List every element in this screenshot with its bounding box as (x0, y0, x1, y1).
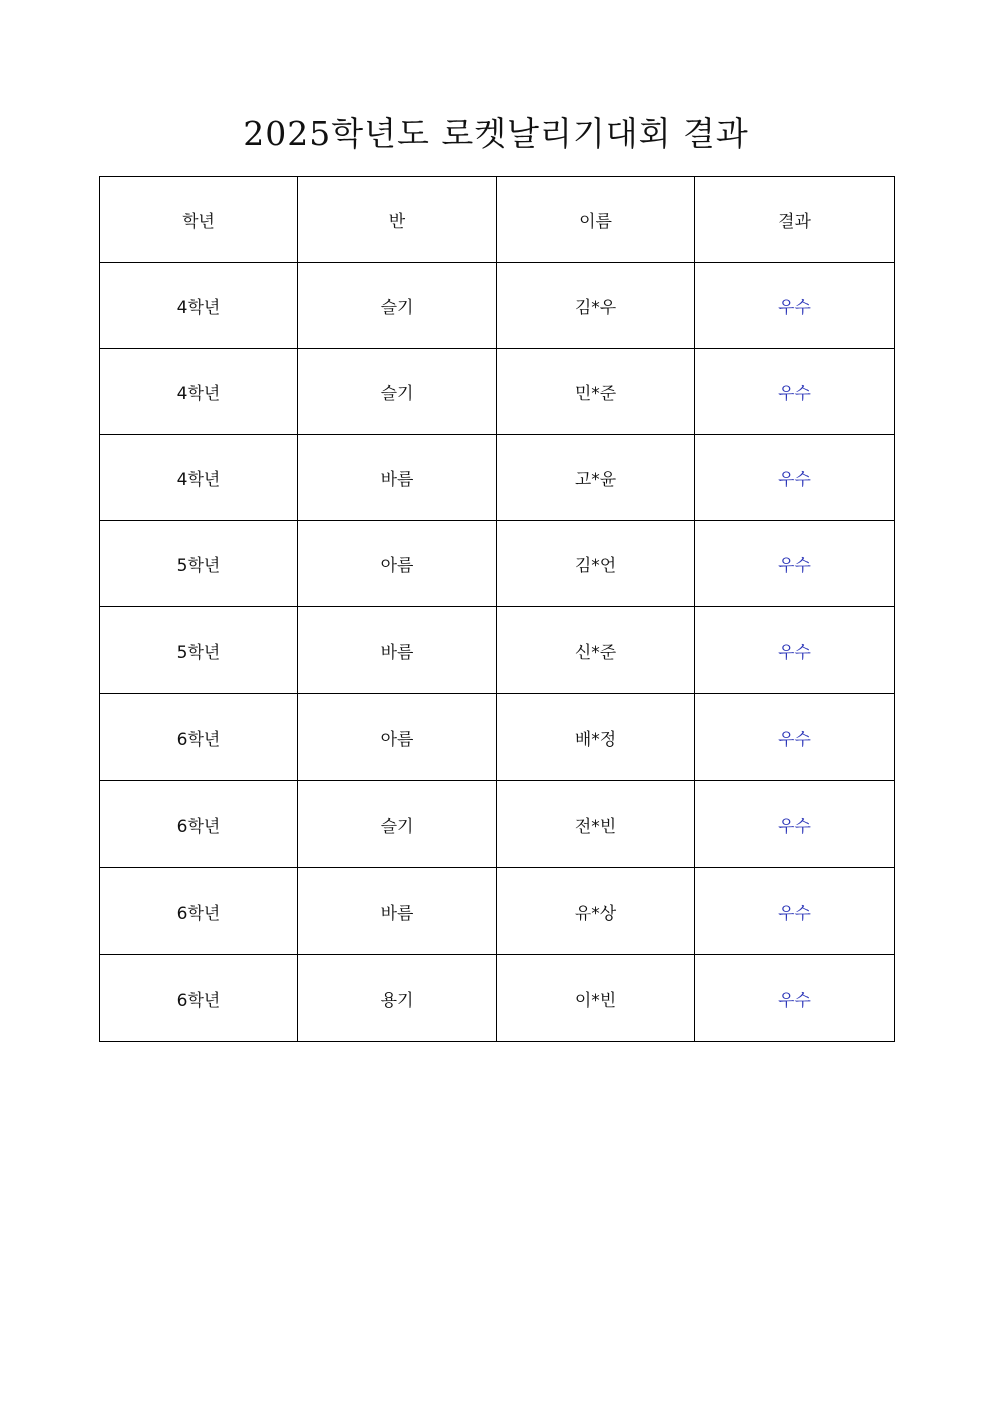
cell-name: 이*빈 (497, 955, 695, 1042)
cell-name: 전*빈 (497, 781, 695, 868)
cell-grade: 6학년 (100, 694, 298, 781)
table-row (100, 349, 895, 435)
table-row (100, 694, 895, 781)
table-row (100, 435, 895, 521)
table-row (100, 868, 895, 955)
cell-result: 우수 (695, 607, 895, 694)
cell-name: 김*우 (497, 263, 695, 349)
table-row (100, 521, 895, 607)
cell-name: 고*윤 (497, 435, 695, 521)
cell-result: 우수 (695, 955, 895, 1042)
table-row (100, 263, 895, 349)
cell-name: 배*정 (497, 694, 695, 781)
cell-name: 민*준 (497, 349, 695, 435)
cell-grade: 5학년 (100, 521, 298, 607)
cell-name: 김*언 (497, 521, 695, 607)
header-name: 이름 (497, 177, 695, 263)
document-title: 2025학년도 로켓날리기대회 결과 (243, 114, 749, 153)
cell-grade: 6학년 (100, 781, 298, 868)
table-row (100, 607, 895, 694)
cell-class: 슬기 (298, 781, 497, 868)
table-row (100, 955, 895, 1042)
cell-grade: 6학년 (100, 868, 298, 955)
cell-class: 슬기 (298, 349, 497, 435)
cell-class: 슬기 (298, 263, 497, 349)
cell-result: 우수 (695, 521, 895, 607)
cell-result: 우수 (695, 781, 895, 868)
cell-class: 아름 (298, 694, 497, 781)
cell-grade: 4학년 (100, 435, 298, 521)
cell-grade: 4학년 (100, 263, 298, 349)
header-result: 결과 (695, 177, 895, 263)
cell-class: 아름 (298, 521, 497, 607)
cell-class: 용기 (298, 955, 497, 1042)
cell-result: 우수 (695, 694, 895, 781)
cell-class: 바름 (298, 868, 497, 955)
cell-name: 유*상 (497, 868, 695, 955)
cell-class: 바름 (298, 607, 497, 694)
header-grade: 학년 (100, 177, 298, 263)
cell-grade: 5학년 (100, 607, 298, 694)
cell-grade: 6학년 (100, 955, 298, 1042)
table-row (100, 781, 895, 868)
cell-result: 우수 (695, 868, 895, 955)
table-header-row (100, 177, 895, 263)
header-class: 반 (298, 177, 497, 263)
cell-grade: 4학년 (100, 349, 298, 435)
results-table (99, 176, 895, 1042)
cell-name: 신*준 (497, 607, 695, 694)
cell-result: 우수 (695, 435, 895, 521)
cell-class: 바름 (298, 435, 497, 521)
cell-result: 우수 (695, 349, 895, 435)
cell-result: 우수 (695, 263, 895, 349)
